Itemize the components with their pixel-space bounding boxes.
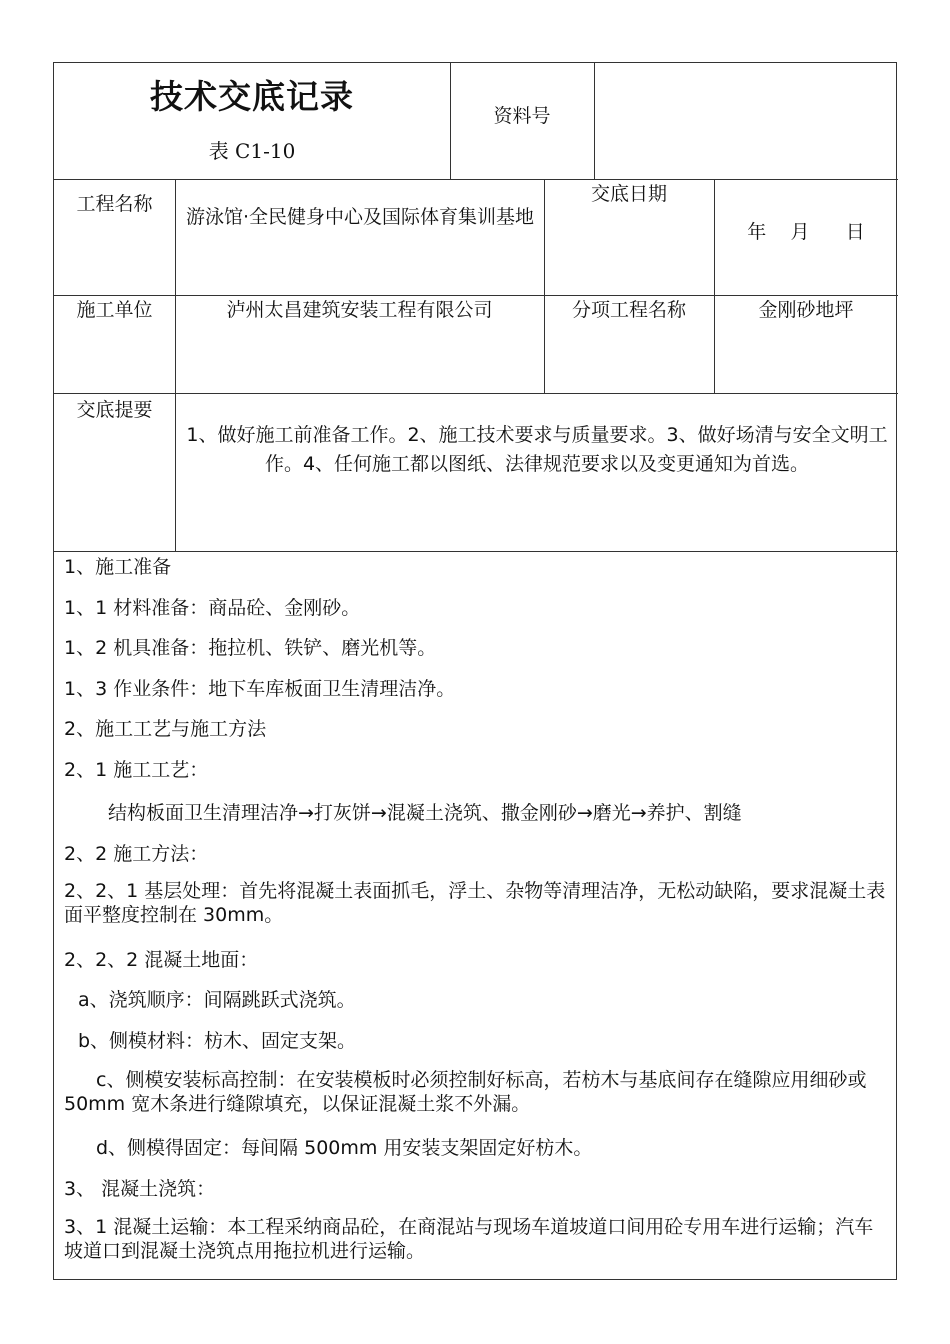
col-divider-header-2 [594, 63, 595, 179]
sub-project-label: 分项工程名称 [571, 299, 686, 321]
content-line-12: b、侧模材料：枋木、固定支架。 [78, 1030, 357, 1052]
content-line-11: a、浇筑顺序：间隔跳跃式浇筑。 [78, 989, 356, 1011]
technical-disclosure-form [53, 62, 897, 1280]
summary-label: 交底提要 [76, 399, 153, 421]
content-line-3: 1、2 机具准备：拖拉机、铁铲、磨光机等。 [64, 637, 437, 659]
col-divider-label [175, 179, 176, 551]
content-line-2: 1、1 材料准备：商品砼、金刚砂。 [64, 597, 361, 619]
content-line-16: 3、1 混凝土运输：本工程采纳商品砼，在商混站与现场车道坡道口间用砼专用车进行运输；汽车坡道口到混凝土浇筑点用拖拉机进行运输。 [64, 1216, 874, 1262]
row-divider-1 [54, 179, 898, 180]
content-line-4: 1、3 作业条件：地下车库板面卫生清理洁净。 [64, 678, 456, 700]
content-line-15: 3、 混凝土浇筑： [64, 1178, 216, 1200]
form-number: 表 C1-10 [208, 139, 296, 163]
sub-project-value: 金刚砂地坪 [758, 299, 854, 321]
content-line-7: 结构板面卫生清理洁净→打灰饼→混凝土浇筑、撒金刚砂→磨光→养护、割缝 [108, 802, 742, 824]
col-divider-right [714, 179, 715, 393]
doc-number-label: 资料号 [493, 105, 551, 127]
content-line-1: 1、施工准备 [64, 556, 172, 578]
content-line-14: d、侧模得固定：每间隔 500mm 用安装支架固定好枋木。 [96, 1137, 593, 1159]
summary-text: 1、做好施工前准备工作。2、施工技术要求与质量要求。3、做好场清与安全文明工作。4、任何施工都以图纸、法律规范要求以及变更通知为首选。 [186, 424, 888, 475]
content-line-13: c、侧模安装标高控制：在安装模板时必须控制好标高，若枋木与基底间存在缝隙应用细砂或 50mm 宽木条进行缝隙填充，以保证混凝土浆不外漏。 [64, 1069, 867, 1115]
project-name-label: 工程名称 [76, 193, 153, 215]
row-divider-4 [54, 551, 898, 552]
row-divider-3 [54, 393, 898, 394]
page-title: 技术交底记录 [150, 77, 354, 116]
content-line-6: 2、1 施工工艺： [64, 759, 209, 781]
content-line-8: 2、2 施工方法： [64, 843, 209, 865]
content-line-9: 2、2、1 基层处理：首先将混凝土表面抓毛，浮土、杂物等清理洁净，无松动缺陷，要求混凝土表面平整度控制在 30mm。 [64, 880, 886, 926]
project-name-value: 游泳馆·全民健身中心及国际体育集训基地 [185, 206, 535, 228]
disclosure-date-label: 交底日期 [590, 183, 667, 205]
disclosure-date-value: 年 月 日 [747, 221, 865, 243]
construction-unit-label: 施工单位 [76, 299, 153, 321]
content-line-10: 2、2、2 混凝土地面： [64, 949, 259, 971]
construction-unit-value: 泸州太昌建筑安装工程有限公司 [226, 299, 493, 321]
col-divider-mid [544, 179, 545, 393]
content-line-5: 2、施工工艺与施工方法 [64, 718, 267, 740]
